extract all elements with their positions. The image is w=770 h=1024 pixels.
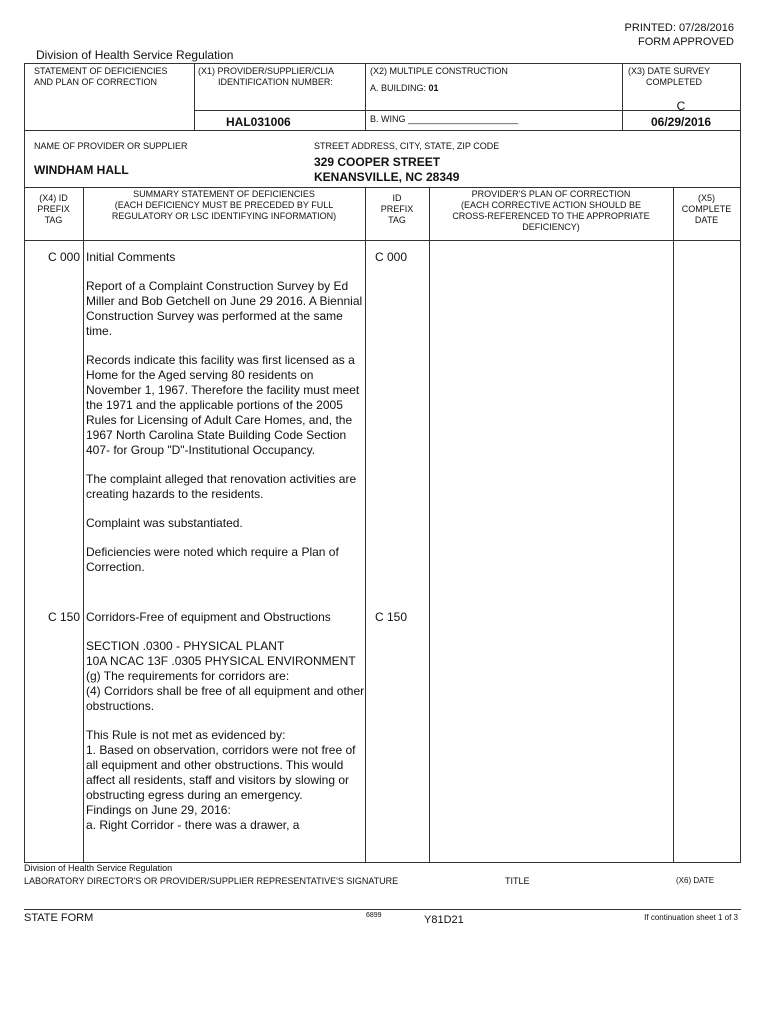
entry-id-tag: C 150 bbox=[375, 610, 408, 624]
plan-header-1: PROVIDER'S PLAN OF CORRECTION bbox=[471, 189, 631, 199]
statement-label: STATEMENT OF DEFICIENCIES bbox=[34, 66, 168, 76]
x1-label: (X1) PROVIDER/SUPPLIER/CLIA bbox=[198, 66, 335, 76]
x1-label-2: IDENTIFICATION NUMBER: bbox=[218, 77, 333, 87]
x4-header-1: (X4) ID bbox=[39, 193, 68, 203]
plan-header-2: (EACH CORRECTIVE ACTION SHOULD BE bbox=[460, 200, 642, 210]
id-header-3: TAG bbox=[388, 215, 406, 225]
summary-header-3: REGULATORY OR LSC IDENTIFYING INFORMATION) bbox=[111, 211, 337, 221]
entry-paragraph: SECTION .0300 - PHYSICAL PLANT 10A NCAC 13F .0305 PHYSICAL ENVIRONMENT (g) The requirements for corridors are: (4) Corridors shall be free of all equipment and other obstructions. bbox=[86, 639, 365, 713]
id-header bbox=[365, 193, 429, 226]
x3-label-2: COMPLETED bbox=[646, 77, 703, 87]
provider-name-label: NAME OF PROVIDER OR SUPPLIER bbox=[34, 141, 188, 151]
footer-division: Division of Health Service Regulation bbox=[24, 863, 173, 873]
provider-id: HAL031006 bbox=[226, 115, 291, 129]
entry-title: Initial Comments bbox=[86, 250, 176, 264]
entry-tag: C 000 bbox=[47, 250, 80, 264]
entry-paragraph: Complaint was substantiated. bbox=[86, 516, 243, 530]
entry-body bbox=[86, 250, 366, 589]
statement-label-2: AND PLAN OF CORRECTION bbox=[34, 77, 158, 87]
entry-id-tag: C 000 bbox=[375, 250, 408, 264]
entry-title: Corridors-Free of equipment and Obstructions bbox=[86, 610, 331, 624]
printed-date: PRINTED: 07/28/2016 bbox=[624, 22, 734, 34]
x4-header bbox=[24, 193, 83, 226]
title-label: TITLE bbox=[505, 876, 530, 886]
x4-header-2: PREFIX bbox=[37, 204, 70, 214]
x5-header-1: (X5) bbox=[697, 193, 715, 203]
entry-paragraph: The complaint alleged that renovation activities are creating hazards to the residents. bbox=[86, 472, 357, 501]
city-state-zip: KENANSVILLE, NC 28349 bbox=[314, 170, 460, 184]
signature-label: LABORATORY DIRECTOR'S OR PROVIDER/SUPPLIER REPRESENTATIVE'S SIGNATURE bbox=[24, 876, 399, 886]
survey-code: C bbox=[676, 99, 686, 113]
form-approved: FORM APPROVED bbox=[638, 36, 734, 48]
entry-paragraph: This Rule is not met as evidenced by: 1. Based on observation, corridors were not free of all equipment and other obstructions. This would affect all residents, staff and visitors by slowing or obstructing egress during an emergency. Findings on June 29, 2016: a. Right Corridor - there was a drawer, a bbox=[86, 728, 356, 832]
x4-header-3: TAG bbox=[44, 215, 63, 225]
entry-body bbox=[86, 610, 366, 847]
x5-header-3: DATE bbox=[694, 215, 719, 225]
division-title: Division of Health Service Regulation bbox=[36, 48, 234, 62]
street-address: 329 COOPER STREET bbox=[314, 155, 441, 169]
provider-name: WINDHAM HALL bbox=[34, 163, 129, 177]
summary-header bbox=[83, 189, 365, 222]
state-form-label: STATE FORM bbox=[24, 912, 94, 924]
id-header-1: ID bbox=[392, 193, 402, 203]
continuation-note: If continuation sheet 1 of 3 bbox=[644, 913, 738, 922]
event-id: Y81D21 bbox=[424, 914, 464, 926]
plan-header-3: CROSS-REFERENCED TO THE APPROPRIATE bbox=[452, 211, 650, 221]
entry-paragraph: Deficiencies were noted which require a Plan of Correction. bbox=[86, 545, 339, 574]
plan-header bbox=[429, 189, 673, 233]
signature-date-label: (X6) DATE bbox=[676, 876, 715, 885]
building-label: A. BUILDING: bbox=[370, 83, 427, 93]
x2-label: (X2) MULTIPLE CONSTRUCTION bbox=[370, 66, 508, 76]
plan-header-4: DEFICIENCY) bbox=[522, 222, 580, 232]
id-header-2: PREFIX bbox=[380, 204, 414, 214]
x5-header-2: COMPLETE bbox=[681, 204, 732, 214]
x5-header bbox=[673, 193, 740, 226]
summary-header-2: (EACH DEFICIENCY MUST BE PRECEDED BY FULL bbox=[114, 200, 334, 210]
entry-paragraph: Records indicate this facility was first licensed as a Home for the Aged serving 80 residents on November 1, 1967. Therefore the facility must meet the 1971 and the applicable portions of the 2005 Rules for Licensing of Adult Care Homes, and, the 1967 North Carolina State Building Code Section 407- for Group "D"-Institutional Occupancy. bbox=[86, 353, 360, 457]
form-number: 6899 bbox=[366, 912, 382, 919]
address-label: STREET ADDRESS, CITY, STATE, ZIP CODE bbox=[314, 141, 500, 151]
building-value: 01 bbox=[428, 83, 439, 93]
entry-tag: C 150 bbox=[47, 610, 80, 624]
wing-line: B. WING ______________________ bbox=[370, 114, 519, 124]
entry-paragraph: Report of a Complaint Construction Survey by Ed Miller and Bob Getchell on June 29 2016. A Biennial Construction Survey was performed at the same time. bbox=[86, 279, 363, 338]
summary-header-1: SUMMARY STATEMENT OF DEFICIENCIES bbox=[133, 189, 315, 199]
survey-date: 06/29/2016 bbox=[650, 115, 712, 129]
x3-label: (X3) DATE SURVEY bbox=[628, 66, 711, 76]
building-line bbox=[370, 83, 439, 94]
